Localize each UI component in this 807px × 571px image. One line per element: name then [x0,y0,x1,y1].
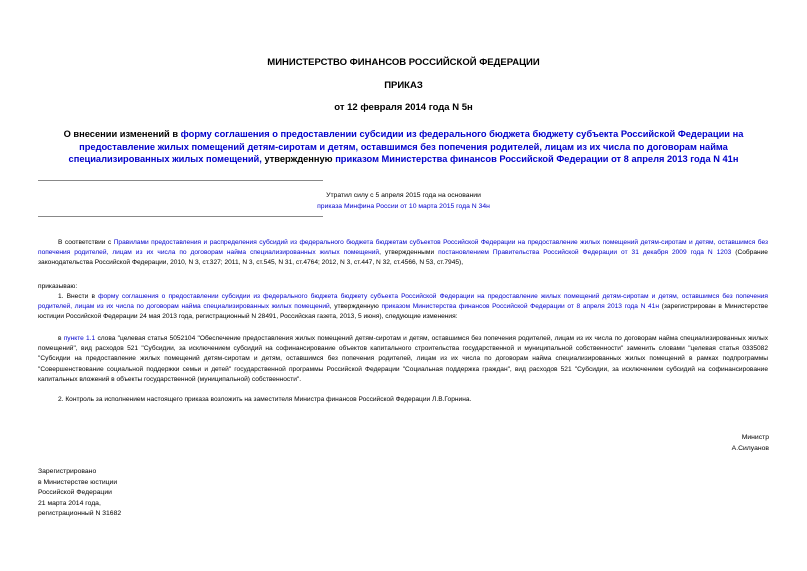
order-word: приказываю: [38,283,78,290]
item-1-order-link[interactable]: приказом Министерства финансов Российской Федерации от 8 апреля 2013 года N 41н [381,303,659,311]
preamble-text-mid: , утвержденными [379,249,439,257]
date-number-heading: от 12 февраля 2014 года N 5н [334,102,473,113]
preamble-text-post: (Собрание законодательства Российской Федерации, 2010, N 3, ст.327; 2011, N 3, ст.545, N 31, ст.4764; 2012, N 3, ст.447, N 32, ст.4566, N 53, ст.7945), [38,249,768,267]
doc-type-heading: ПРИКАЗ [384,80,423,91]
item-1-form-link[interactable]: форму соглашения о предоставлении субсидии из федерального бюджета бюджету субъекта Российской Федерации на предоставление жилых помещений детям-сиротам и детям, оставшимся без попечения родителей, лицам из их числа по договорам найма специализированных жилых помещений [38,293,768,311]
change-text: слова "целевая статья 5052104 "Обеспечение предоставления жилых помещений детям-сиротам и детям, оставшимся без попечения родителей, лицам из их числа по договорам найма специализированных жилых помещений", вид расходов 521 "Субсидии, за исключением субсидий на софинансирование объектов капитального строительства государственной и муниципальной собственности" заменить словами "целевая статья 0335082 "Субсидии на предоставление жилых помещений детям-сиротам и детям, оставшимся без попечения родителей, лицам из их числа по договорам найма специализированных жилых помещений в рамках подпрограммы "Совершенствование социальной поддержки семьи и детей" государственной программы Российской Федерации "Социальная поддержка граждан", вид расходов 521 "Субсидии, за исключением субсидий на софинансирование капитальных вложений в объекты государственной (муниципальной) собственности". [38,335,768,383]
signature-block [732,433,769,454]
ministry-heading: МИНИСТЕРСТВО ФИНАНСОВ РОССИЙСКОЙ ФЕДЕРАЦИИ [267,57,540,68]
lost-force-note [0,190,807,212]
item-1-paragraph [38,292,768,323]
decree-link[interactable]: постановлением Правительства Российской Федерации от 31 декабря 2009 года N 1203 [438,249,732,257]
registration-line: регистрационный N 31682 [38,510,122,517]
change-paragraph [38,334,768,385]
lost-force-text: Утратил силу с 5 апреля 2015 года на основании [326,192,481,199]
lost-force-link[interactable]: приказа Минфина России от 10 марта 2015 года N 34н [317,203,490,210]
registration-line: Российской Федерации [38,489,112,496]
registration-line: Зарегистрировано [38,468,97,475]
item-1-text-mid: , утвержденную [329,303,382,311]
item-1-text: 1. Внести в [58,293,99,300]
signature-role: Министр [741,434,769,441]
item-1-text-post: (зарегистрирован в Министерстве юстиции Российской Федерации 24 мая 2013 года, регистрационный N 28491, Российская газета, 2013, 5 июня), следующие изменения: [38,303,768,321]
signature-name: А.Силуанов [731,444,769,452]
preamble-paragraph [38,238,768,269]
item-2-paragraph: 2. Контроль за исполнением настоящего приказа возложить на заместителя Министра финансов Российской Федерации Л.В.Горнина. [58,396,472,403]
registration-line: 21 марта 2014 года, [38,499,101,507]
title-middle: утвержденную [261,154,336,164]
title-form-link[interactable]: форму соглашения о предоставлении субсидии из федерального бюджета бюджету субъекта Российской Федерации на предоставление жилых помещений детям-сиротам и детям, оставшимся без попечения родителей, лицам из их числа по договорам найма специализированных жилых помещений, [68,129,744,164]
clause-1-1-link[interactable]: пункте 1.1 [63,335,96,342]
change-text-pre: в [58,335,64,342]
document-title [30,128,777,166]
divider-bottom [38,216,323,217]
title-order-link[interactable]: приказом Министерства финансов Российской Федерации от 8 апреля 2013 года N 41н [335,154,739,164]
registration-block [38,467,121,520]
preamble-text: В соответствии с [58,239,114,246]
divider-top [38,180,323,181]
registration-line: в Министерстве юстиции [38,478,118,486]
rules-link[interactable]: Правилами предоставления и распределения субсидий из федерального бюджета бюджетам субъектов Российской Федерации на предоставление жилых помещений детям-сиротам и детям, оставшимся без попечения родителей, лицам из их числа по договорам найма специализированных жилых помещений [38,239,768,257]
title-prefix: О внесении изменений в [63,129,181,139]
